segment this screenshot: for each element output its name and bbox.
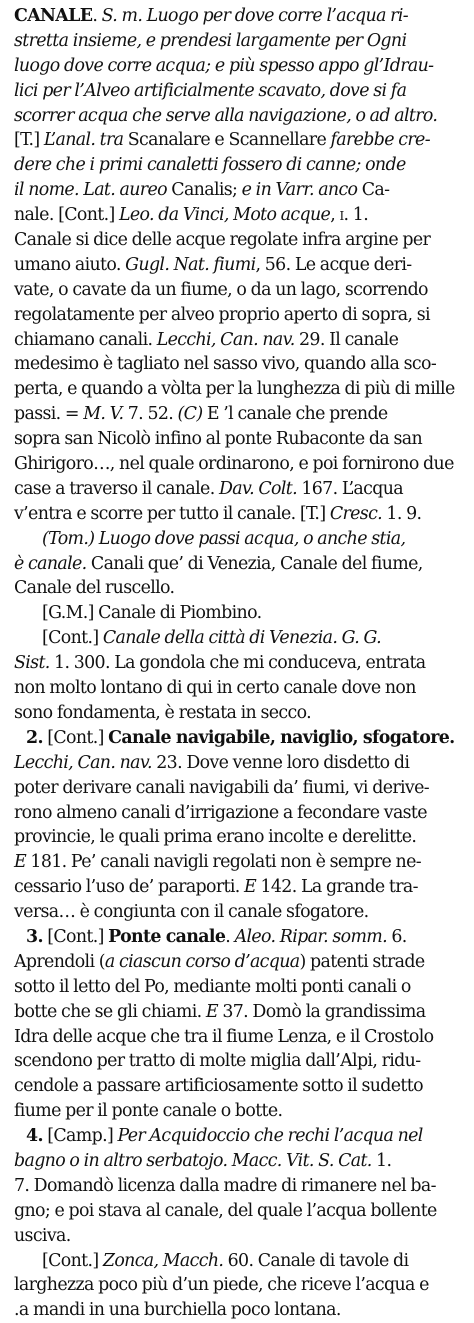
text-segment: i (339, 205, 344, 226)
text-line (14, 1149, 466, 1174)
text-segment: , 56. Le acque deri- (255, 254, 412, 275)
text-segment: 1. 300. La gondola che mi conduceva, entrata (49, 653, 426, 674)
text-segment: S. m. Luogo per dove corre l’acqua ri- (101, 6, 408, 26)
text-segment: (Tom.) Luogo dove passi acqua, o anche stia, (42, 528, 406, 549)
text-segment: Idra delle acque che tra il fiume Lenza, e il Crostolo (14, 1026, 434, 1047)
text-segment: Dav. Colt. (218, 478, 297, 499)
text-segment: 2. (26, 727, 43, 748)
text-segment: 60. Canale di tavole di (223, 1250, 409, 1271)
text-line (14, 1025, 466, 1050)
text-line (14, 1099, 466, 1124)
text-segment: 167. L’acqua (296, 478, 403, 499)
text-segment: 23. Dove venne loro disdetto di (151, 752, 410, 773)
text-segment: Gugl. Nat. fiumi (125, 254, 256, 275)
text-line (14, 801, 466, 826)
text-line (14, 303, 466, 328)
text-line (14, 850, 466, 875)
text-segment: Zonca, Macch. (102, 1250, 224, 1271)
text-line (14, 626, 466, 651)
text-line (14, 1199, 466, 1224)
text-line (14, 228, 466, 253)
text-segment: Lecchi, Can. nav. (156, 329, 295, 350)
text-line (14, 452, 466, 477)
text-segment: 4. (26, 1126, 43, 1147)
text-line (14, 477, 466, 502)
text-line (14, 1000, 466, 1025)
text-segment: . (225, 926, 235, 947)
text-line (14, 54, 466, 79)
text-line (14, 278, 466, 303)
text-segment: 29. Il canale (294, 329, 399, 350)
text-segment: fiume per il ponte canale o botte. (14, 1101, 283, 1122)
text-line (14, 79, 466, 104)
text-line (14, 29, 466, 54)
text-segment: [Cont.] (42, 1250, 103, 1271)
text-segment: E (244, 877, 257, 898)
text-segment: Scanalare e Scannellare (127, 130, 331, 151)
text-line (14, 925, 466, 950)
text-segment: v’entra e scorre per tutto il canale. [T.] (14, 503, 330, 524)
text-line (14, 153, 466, 178)
text-segment: E (205, 1001, 218, 1022)
text-line (14, 1124, 466, 1149)
text-segment: luogo dove corre acqua; e più spesso appo gl’Idrau- (14, 55, 434, 76)
text-line (14, 776, 466, 801)
text-segment: cessario l’uso de’ paraporti. (14, 877, 245, 898)
text-segment: Canali que’ di Venezia, Canale del fiume, (86, 553, 423, 574)
text-line (14, 104, 466, 129)
text-line (14, 701, 466, 726)
text-segment: stretta insieme, e prendesi largamente per Ogni (14, 30, 407, 51)
text-line (14, 875, 466, 900)
text-segment: .a mandi in una burchiella poco lontana. (14, 1300, 341, 1321)
text-segment: sotto il letto del Po, mediante molti ponti canali o (14, 976, 411, 997)
text-segment: . 1. (343, 205, 369, 226)
text-segment: rono almeno canali d’irrigazione a fecondare vaste (14, 802, 427, 823)
text-segment: . (92, 6, 102, 26)
text-line (14, 1224, 466, 1249)
text-segment: E ’l canale che prende (202, 404, 388, 425)
text-segment: 3. (26, 926, 43, 947)
text-segment: regolatamente per alveo proprio aperto di sopra, si (14, 304, 430, 325)
text-segment: farebbe cre- (330, 130, 430, 151)
text-segment: Canalis; (171, 180, 242, 201)
text-segment: [Cont.] (42, 628, 103, 649)
text-segment: bagno o in altro serbatojo. Macc. Vit. S. Cat. (14, 1150, 372, 1171)
dictionary-entry-canale (14, 4, 466, 1323)
text-line (14, 825, 466, 850)
text-segment: Aleo. Ripar. somm. (234, 926, 388, 947)
text-segment: umano aiuto. (14, 254, 126, 275)
text-segment: gno; e poi stava al canale, del quale l’acqua bollente (14, 1200, 437, 1221)
text-line (14, 1174, 466, 1199)
text-line (14, 900, 466, 925)
text-line (14, 601, 466, 626)
text-segment: botte che se gli chiami. (14, 1001, 206, 1022)
text-segment: Lecchi, Can. nav. (14, 752, 152, 773)
text-segment: Canale navigabile, naviglio, sfogatore. (108, 727, 455, 748)
text-line (14, 352, 466, 377)
text-segment: chiamano canali. (14, 329, 157, 350)
text-segment: Cresc. (329, 503, 383, 524)
text-segment: Ca- (361, 180, 390, 201)
text-segment: 37. Domò la grandissima (217, 1001, 426, 1022)
text-segment: Leo. da Vinci, Moto acque (118, 205, 331, 226)
text-line (14, 950, 466, 975)
text-segment: passi. = (14, 404, 84, 425)
text-segment: usciva. (14, 1225, 71, 1246)
text-segment: vate, o cavate da un fiume, o da un lago, scorrendo (14, 279, 428, 300)
text-line (14, 975, 466, 1000)
text-segment: Aprendoli ( (14, 951, 105, 972)
text-segment: [Camp.] (42, 1126, 118, 1147)
text-segment: CANALE (14, 6, 93, 26)
text-segment: 7. 52. (123, 404, 178, 425)
text-line (14, 751, 466, 776)
text-segment: poter derivare canali navigabili da’ fiumi, vi derive- (14, 777, 429, 798)
text-segment: lici per l’Alveo artificialmente scavato, dove si fa (14, 80, 407, 101)
text-line (14, 726, 466, 751)
text-segment: non molto lontano di qui in certo canale dove non (14, 678, 416, 699)
text-segment: e in Varr. anco (241, 180, 362, 201)
text-segment: 142. La grande tra- (256, 877, 418, 898)
text-segment: Ponte canale (108, 926, 226, 947)
text-line (14, 1049, 466, 1074)
text-segment: (C) (177, 404, 203, 425)
text-segment: perta, e quando a vòlta per la lunghezza di più di mille (14, 379, 455, 400)
text-segment: medesimo è tagliato nel sasso vivo, quando alla sco- (14, 354, 437, 375)
text-line (14, 4, 466, 29)
text-segment: Canale della città di Venezia. G. G. (102, 628, 381, 649)
text-segment: 1. 9. (382, 503, 422, 524)
text-segment: cendole a passare artificiosamente sotto il sudetto (14, 1076, 423, 1097)
text-segment: dere che i primi canaletti fossero di canne; onde (14, 155, 406, 176)
text-segment: Canale del ruscello. (14, 578, 175, 599)
text-segment: Ghirigoro…, nel quale ordinarono, e poi fornirono due (14, 454, 454, 475)
text-segment: , (330, 205, 340, 226)
text-segment: provincie, le quali prima erano incolte e derelitte. (14, 827, 417, 848)
text-line (14, 527, 466, 552)
text-segment: Canale si dice delle acque regolate infra argine per (14, 230, 431, 251)
text-segment: ) patenti strade (299, 951, 425, 972)
text-line (14, 1074, 466, 1099)
text-line (14, 427, 466, 452)
text-segment: Per Acquidoccio che rechi l’acqua nel (117, 1126, 423, 1147)
text-line (14, 402, 466, 427)
text-segment: E (14, 852, 27, 873)
text-segment: è canale. (14, 553, 87, 574)
text-segment: scorrer acqua che serve alla navigazione, o ad altro. (14, 105, 438, 126)
text-line (14, 502, 466, 527)
text-segment: [Cont.] (42, 727, 109, 748)
text-line (14, 128, 466, 153)
text-segment: [G.M.] Canale di Piombino. (42, 603, 262, 624)
text-segment: Sist. (14, 653, 50, 674)
text-segment: scendono per tratto di molte miglia dall’Alpi, ridu- (14, 1051, 421, 1072)
text-line (14, 676, 466, 701)
text-line (14, 1273, 466, 1298)
text-line (14, 1298, 466, 1323)
text-line (14, 328, 466, 353)
text-segment: 7. Domandò licenza dalla madre di rimanere nel ba- (14, 1175, 436, 1196)
text-segment: sopra san Nicolò infino al ponte Rubaconte da san (14, 429, 423, 450)
text-segment: il nome. Lat. aureo (14, 180, 172, 201)
text-segment: larghezza poco più d’un piede, che riceve l’acqua e (14, 1275, 429, 1296)
text-line (14, 377, 466, 402)
text-line (14, 203, 466, 228)
text-segment: 1. (371, 1150, 392, 1171)
text-segment: versa… è congiunta con il canale sfogatore. (14, 902, 369, 923)
text-segment: sono fondamenta, è restata in secco. (14, 702, 311, 723)
text-segment: [T.] (14, 130, 44, 151)
text-segment: nale. [Cont.] (14, 205, 119, 226)
text-line (14, 253, 466, 278)
text-segment: 181. Pe’ canali navigli regolati non è sempre ne- (26, 852, 421, 873)
text-segment: 6. (387, 926, 407, 947)
text-line (14, 178, 466, 203)
text-segment: L’anal. tra (43, 130, 128, 151)
text-line (14, 552, 466, 577)
text-segment: case a traverso il canale. (14, 478, 219, 499)
text-segment: M. V. (83, 404, 124, 425)
text-segment: a ciascun corso d’acqua (104, 951, 300, 972)
text-line (14, 1249, 466, 1274)
text-line (14, 651, 466, 676)
text-segment: [Cont.] (42, 926, 109, 947)
text-line (14, 576, 466, 601)
